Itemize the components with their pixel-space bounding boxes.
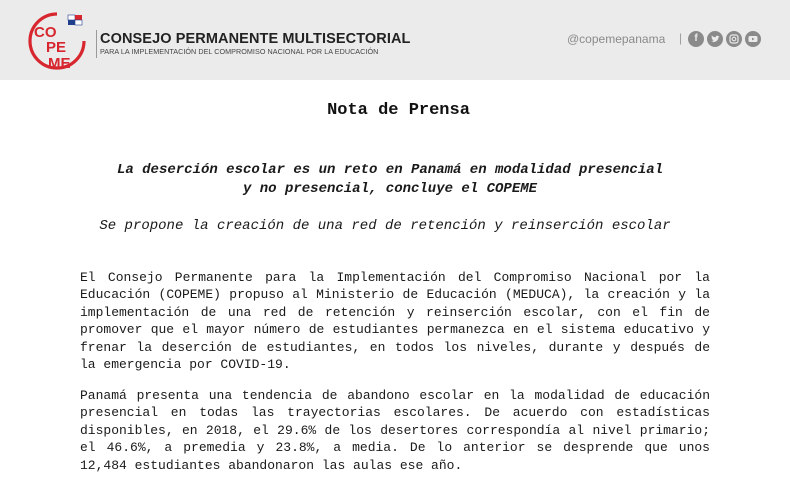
org-subtitle: PARA LA IMPLEMENTACIÓN DEL COMPROMISO NACIONAL POR LA EDUCACIÓN [100,47,379,56]
svg-text:PE: PE [46,39,67,56]
org-title: CONSEJO PERMANENTE MULTISECTORIAL [100,31,411,47]
facebook-icon[interactable]: f [688,31,704,47]
instagram-icon[interactable] [726,31,742,47]
paragraph-2: Panamá presenta una tendencia de abandono escolar en la modalidad de educación presencial en todas las trayectorias escolares. De acuerdo con estadísticas disponibles, en 2018, el 29.6% de los desertores correspondía al nivel primario; el 46.6%, a premedia y 23.8%, a media. De lo anterior se desprende que unos 12,484 estudiantes abandonaron las aulas ese año. [80,388,710,473]
document-title: Nota de Prensa [327,101,470,120]
social-handle[interactable]: @copemepanama [567,32,666,46]
handle-separator: | [679,31,683,45]
copeme-logo[interactable] [26,10,88,72]
twitter-icon[interactable] [707,31,723,47]
svg-text:ME: ME [48,55,71,72]
paragraph-1: El Consejo Permanente para la Implementación del Compromiso Nacional por la Educación (COPEME) propuso al Ministerio de Educación (MEDUCA), la creación y la implementación de una red de retención y reinserción escolar, con el fin de promover que el mayor número de estudiantes permanezca en el sistema educativo y frenar la deserción de estudiantes, en todos los niveles, durante y después de la emergencia por COVID-19. [80,270,710,373]
svg-text:CO: CO [34,24,57,41]
press-headline: La deserción escolar es un reto en Panamá en modalidad presencial y no presencial, concluye el COPEME [116,162,664,197]
header-divider [96,30,97,58]
page-header [0,0,790,80]
youtube-icon[interactable] [745,31,761,47]
press-subheadline: Se propone la creación de una red de retención y reinserción escolar [99,218,671,234]
